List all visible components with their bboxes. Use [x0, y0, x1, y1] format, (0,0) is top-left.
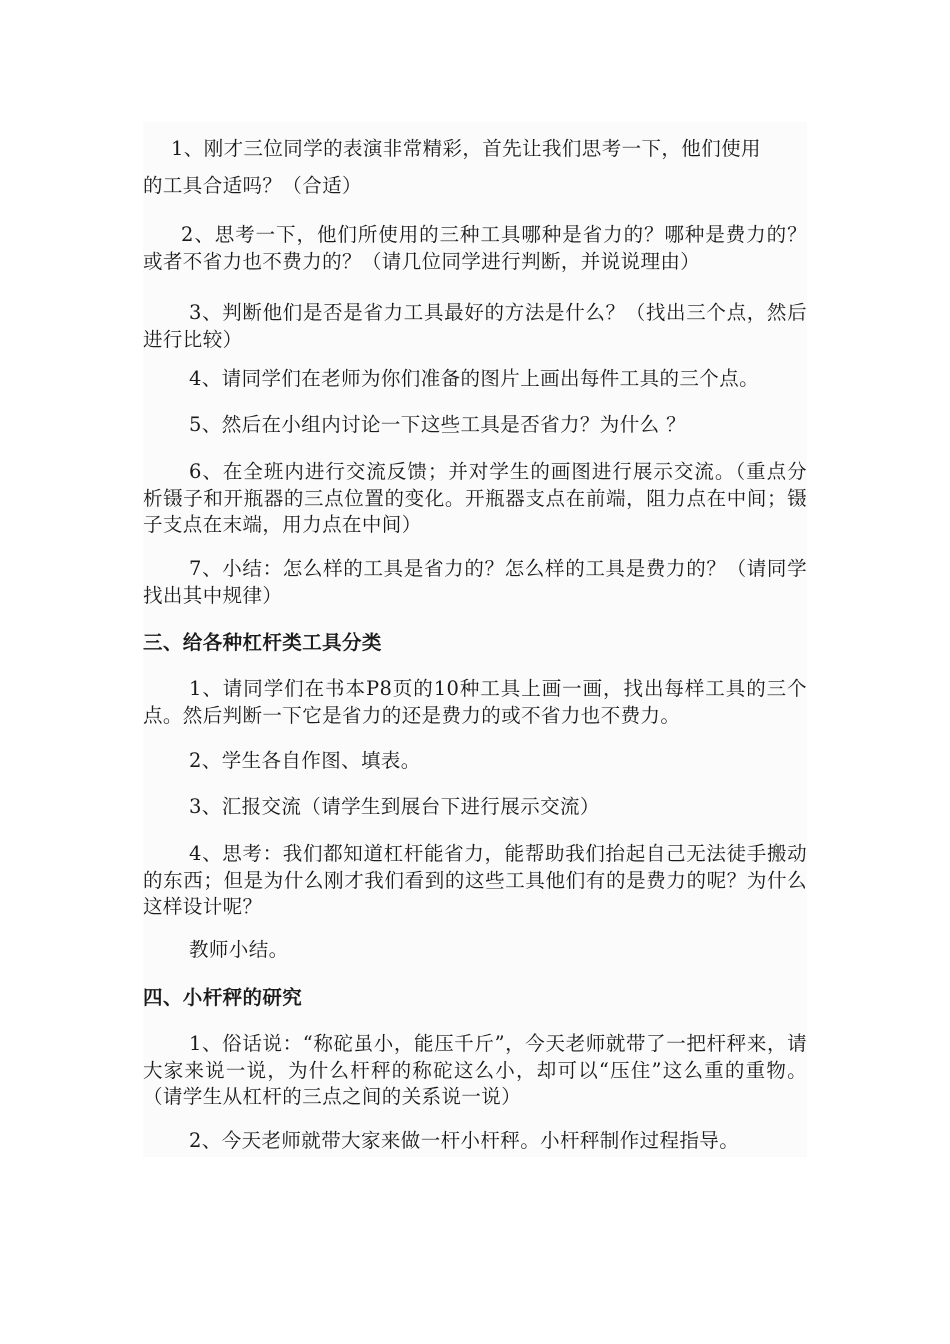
- paragraph-1-line-1: 1、刚才三位同学的表演非常精彩，首先让我们思考一下，他们使用: [171, 137, 761, 160]
- paragraph-9: 2、学生各自作图、填表。: [189, 749, 421, 772]
- paragraph-13: 1、俗话说：“称砣虽小，能压千斤”，今天老师就带了一把杆秤来，请大家来说一说，为什么杆秤的称砣这么小，却可以“压住”这么重的重物。（请学生从杠杆的三点之间的关系说一说）: [143, 1032, 807, 1108]
- paragraph-11: 4、思考：我们都知道杠杆能省力，能帮助我们抬起自己无法徒手搬动的东西；但是为什么刚才我们看到的这些工具他们有的是费力的呢？为什么这样设计呢？: [143, 842, 807, 918]
- paragraph-1: [143, 136, 807, 199]
- paragraph-7: 7、小结：怎么样的工具是省力的？怎么样的工具是费力的？（请同学找出其中规律）: [143, 557, 807, 607]
- paragraph-4: 4、请同学们在老师为你们准备的图片上画出每件工具的三个点。: [189, 367, 760, 390]
- document-body: [143, 122, 807, 1157]
- paragraph-14: 2、今天老师就带大家来做一杆小杆秤。小杆秤制作过程指导。: [189, 1129, 740, 1152]
- paragraph-12: 教师小结。: [189, 938, 289, 961]
- section-heading-3: 三、给各种杠杆类工具分类: [143, 631, 382, 654]
- paragraph-5: 5、然后在小组内讨论一下这些工具是否省力？为什么 ？: [189, 413, 687, 436]
- paragraph-2: 2、思考一下，他们所使用的三种工具哪种是省力的？哪种是费力的？或者不省力也不费力的？（请几位同学进行判断，并说说理由）: [143, 223, 807, 273]
- paragraph-10: 3、汇报交流（请学生到展台下进行展示交流）: [189, 795, 600, 818]
- paragraph-3: 3、判断他们是否是省力工具最好的方法是什么？（找出三个点，然后进行比较）: [143, 301, 807, 351]
- section-heading-4: 四、小杆秤的研究: [143, 986, 303, 1009]
- paragraph-6: 6、在全班内进行交流反馈；并对学生的画图进行展示交流。（重点分析镊子和开瓶器的三点位置的变化。开瓶器支点在前端，阻力点在中间；镊子支点在末端，用力点在中间）: [143, 460, 807, 536]
- paragraph-1-line-2: 的工具合适吗？（合适）: [143, 173, 362, 197]
- paragraph-8: 1、请同学们在书本P8页的10种工具上画一画，找出每样工具的三个点。然后判断一下它是省力的还是费力的或不省力也不费力。: [143, 677, 807, 727]
